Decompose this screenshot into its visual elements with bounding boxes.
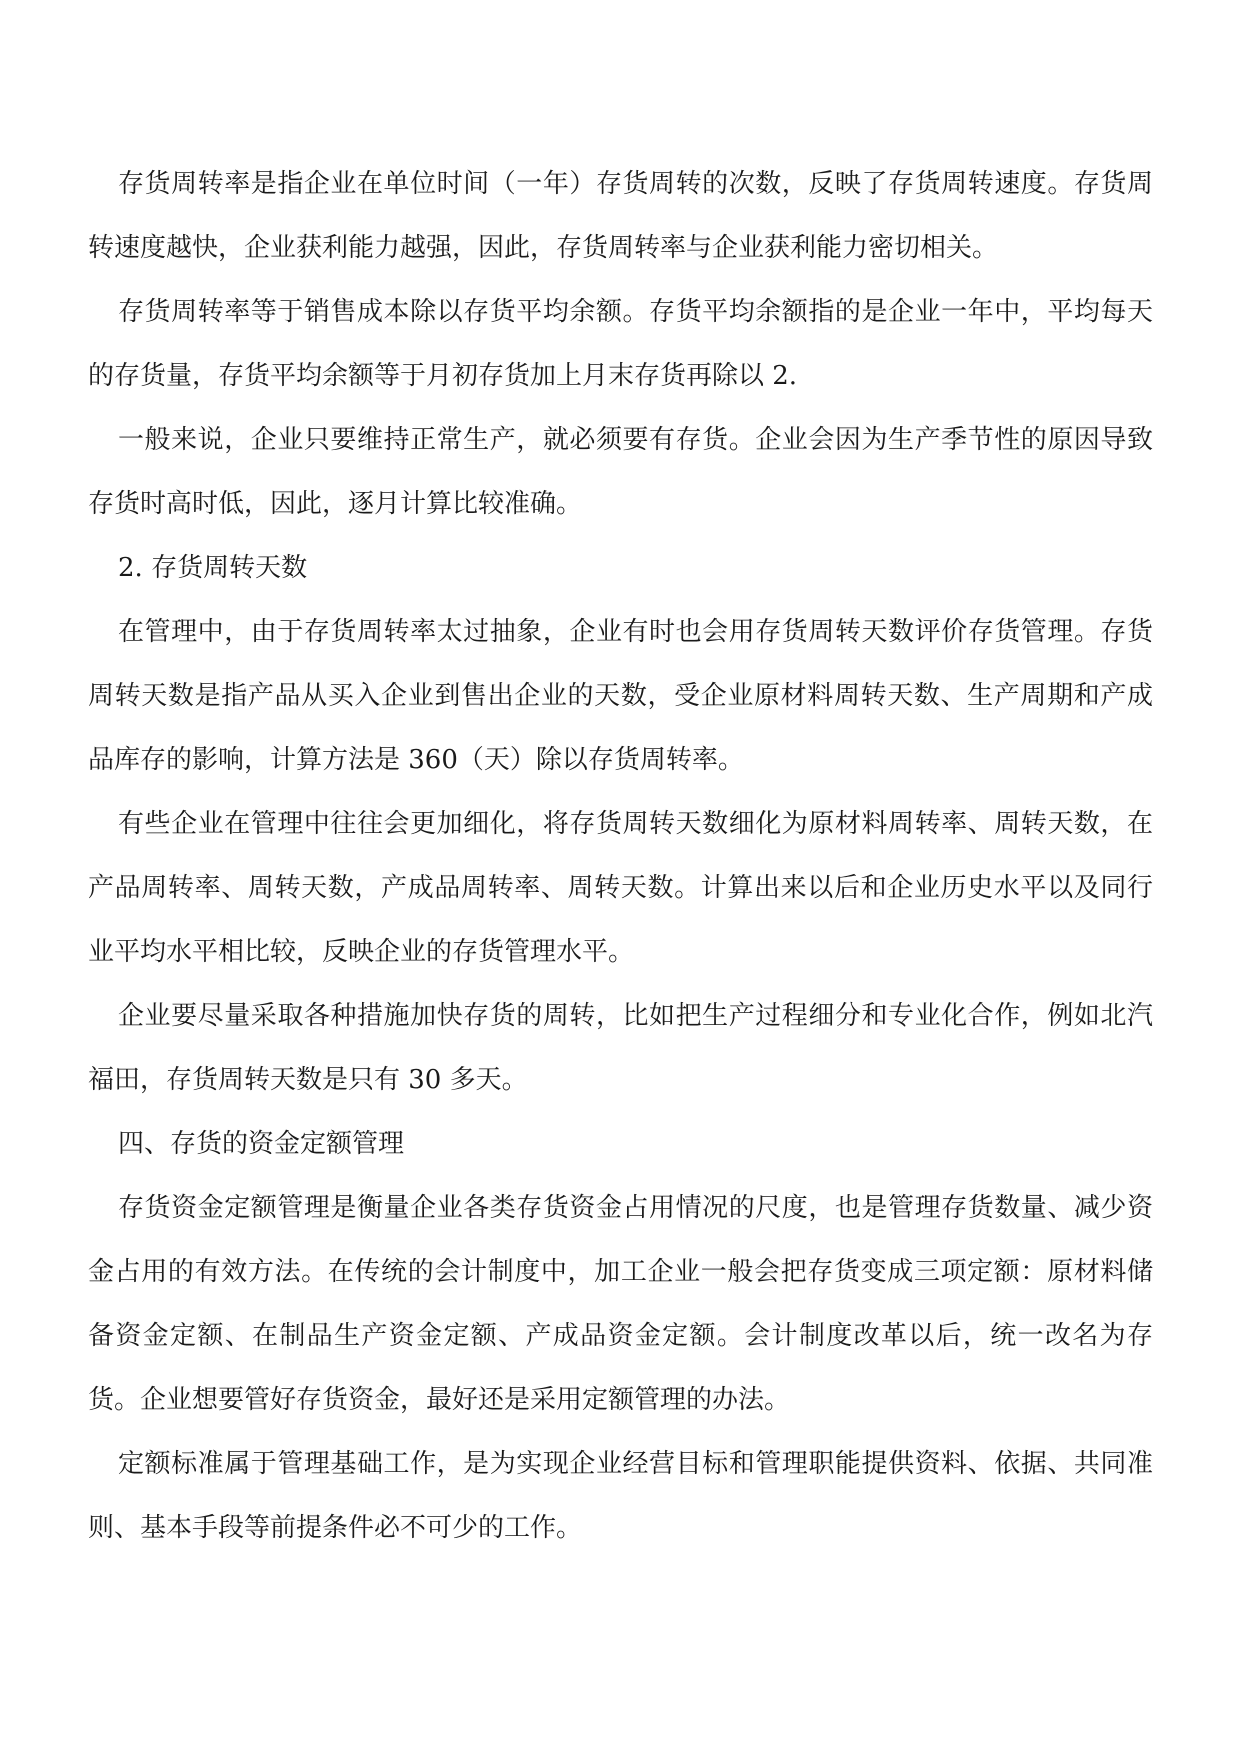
section-heading-turnover-days: 2. 存货周转天数 bbox=[118, 553, 308, 583]
paragraph-monthly-calculation: 一般来说，企业只要维持正常生产，就必须要有存货。企业会因为生产季节性的原因导致存货时高时低，因此，逐月计算比较准确。 bbox=[88, 425, 1153, 519]
paragraph-turnover-formula: 存货周转率等于销售成本除以存货平均余额。存货平均余额指的是企业一年中，平均每天的存货量，存货平均余额等于月初存货加上月末存货再除以 2. bbox=[88, 297, 1153, 391]
paragraph-detailed-management: 有些企业在管理中往往会更加细化，将存货周转天数细化为原材料周转率、周转天数，在产品周转率、周转天数，产成品周转率、周转天数。计算出来以后和企业历史水平以及同行业平均水平相比较，反映企业的存货管理水平。 bbox=[88, 809, 1153, 967]
paragraph-quota-management: 存货资金定额管理是衡量企业各类存货资金占用情况的尺度，也是管理存货数量、减少资金占用的有效方法。在传统的会计制度中，加工企业一般会把存货变成三项定额：原材料储备资金定额、在制品生产资金定额、产成品资金定额。会计制度改革以后，统一改名为存货。企业想要管好存货资金，最好还是采用定额管理的办法。 bbox=[88, 1193, 1153, 1415]
paragraph-inventory-turnover-definition: 存货周转率是指企业在单位时间（一年）存货周转的次数，反映了存货周转速度。存货周转速度越快，企业获利能力越强，因此，存货周转率与企业获利能力密切相关。 bbox=[88, 169, 1153, 263]
paragraph-turnover-days-definition: 在管理中，由于存货周转率太过抽象，企业有时也会用存货周转天数评价存货管理。存货周转天数是指产品从买入企业到售出企业的天数，受企业原材料周转天数、生产周期和产成品库存的影响，计算方法是 360（天）除以存货周转率。 bbox=[88, 617, 1153, 775]
document-body bbox=[88, 152, 1153, 1560]
paragraph-accelerate-turnover: 企业要尽量采取各种措施加快存货的周转，比如把生产过程细分和专业化合作，例如北汽福田，存货周转天数是只有 30 多天。 bbox=[88, 1001, 1153, 1095]
paragraph-quota-standard: 定额标准属于管理基础工作，是为实现企业经营目标和管理职能提供资料、依据、共同准则、基本手段等前提条件必不可少的工作。 bbox=[88, 1449, 1153, 1543]
section-heading-quota-management: 四、存货的资金定额管理 bbox=[118, 1129, 405, 1159]
